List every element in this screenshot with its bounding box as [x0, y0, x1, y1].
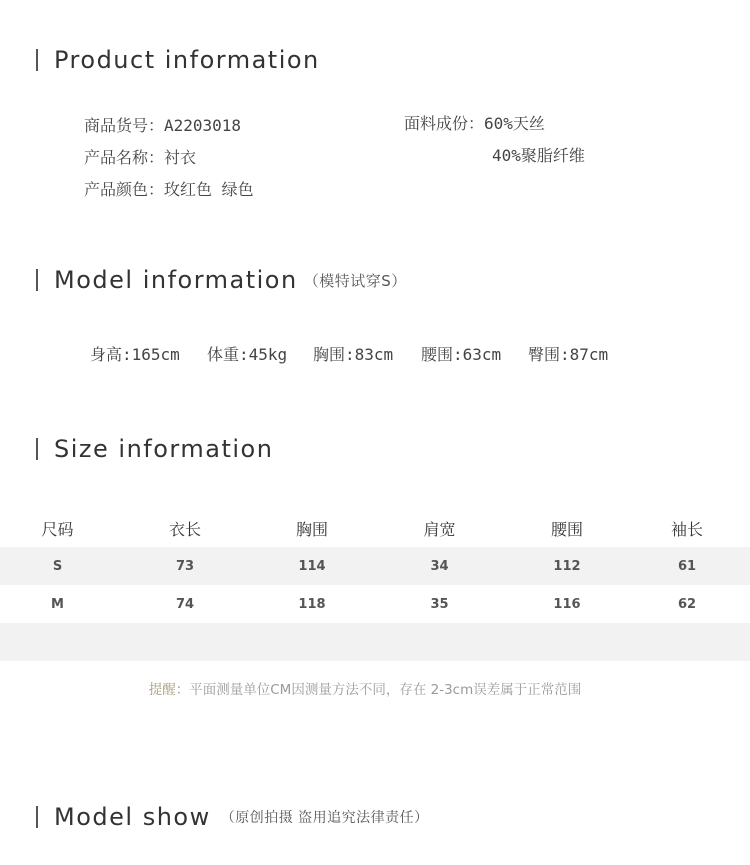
table-row: [0, 585, 750, 623]
note-label: 提醒：: [148, 682, 190, 698]
note-text: 平面测量单位CM因测量方法不同，存在 2-3cm误差属于正常范围: [189, 682, 582, 698]
size-table: [0, 509, 750, 661]
section-subtitle: （模特试穿S）: [303, 271, 407, 290]
product-info-heading: [36, 46, 320, 74]
model-hip: 臀围:87cm: [528, 345, 609, 364]
table-cell: 73: [175, 558, 195, 574]
table-cell: 61: [677, 558, 697, 574]
section-subtitle: （原创拍摄 盗用追究法律责任）: [220, 810, 429, 826]
table-cell: 74: [175, 596, 195, 612]
table-header-row: [0, 509, 750, 547]
table-cell: S: [52, 558, 63, 574]
model-height: 身高:165cm: [90, 345, 180, 364]
header-shoulder: 肩宽: [423, 519, 456, 539]
header-sleeve: 袖长: [670, 519, 703, 539]
model-bust: 胸围:83cm: [313, 345, 394, 364]
heading-bar: [36, 806, 38, 828]
header-size: 尺码: [41, 519, 74, 539]
product-name: 产品名称：衬衣: [84, 148, 197, 167]
table-cell: 114: [298, 558, 326, 574]
header-length: 衣长: [168, 519, 201, 539]
table-row-empty: [0, 623, 750, 661]
heading-bar: [36, 269, 38, 291]
table-cell: M: [51, 596, 64, 612]
section-title: Size information: [54, 435, 274, 463]
product-color: 产品颜色：玫红色 绿色: [84, 180, 254, 199]
heading-bar: [36, 49, 38, 71]
table-cell: 62: [677, 596, 697, 612]
section-title: Model show: [54, 803, 211, 831]
header-waist: 腰围: [550, 519, 583, 539]
section-title: Model information: [54, 266, 298, 294]
size-info-heading: [36, 435, 273, 463]
model-info-heading: [36, 266, 407, 294]
table-cell: 118: [298, 596, 326, 612]
table-cell: 112: [553, 558, 581, 574]
table-cell: 116: [553, 596, 581, 612]
model-waist: 腰围:63cm: [421, 345, 502, 364]
heading-bar: [36, 438, 38, 460]
model-weight: 体重:45kg: [207, 345, 288, 364]
measurement-note: [0, 678, 730, 698]
fabric-composition: 面料成份：60%天丝: [404, 114, 545, 133]
model-show-heading: [36, 803, 429, 831]
item-number: 商品货号：A2203018: [84, 116, 242, 135]
header-bust: 胸围: [295, 519, 328, 539]
table-cell: 34: [430, 558, 449, 574]
section-title: Product information: [54, 46, 320, 74]
table-row: [0, 547, 750, 585]
fabric-composition-cont: 40%聚脂纤维: [492, 146, 585, 165]
table-cell: 35: [430, 596, 449, 612]
